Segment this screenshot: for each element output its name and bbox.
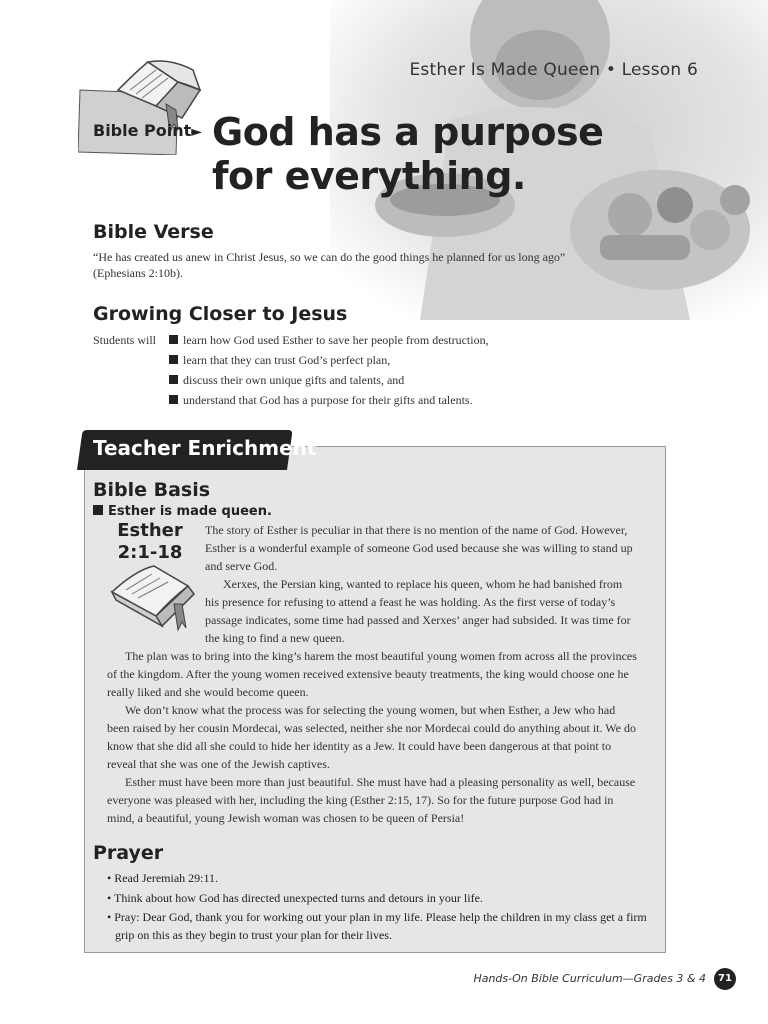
scripture-reference: Esther 2:1-18	[117, 520, 183, 563]
objective-item: learn how God used Esther to save her people from destruction,	[169, 330, 589, 350]
bible-verse-text: “He has created us anew in Christ Jesus, so we can do the good things he planned for us long ago” (Ephesians 2:10b).	[93, 250, 566, 280]
prayer-item: • Pray: Dear God, thank you for working out your plan in my life. Please help the children in my class get a firm grip on this as they begin to trust your plan for their lives.	[107, 910, 647, 942]
prayer-list	[107, 868, 647, 944]
objective-item: understand that God has a purpose for their gifts and talents.	[169, 390, 589, 410]
bible-verse-heading: Bible Verse	[93, 221, 214, 243]
open-bible-icon	[78, 60, 208, 155]
page-number: 71	[714, 968, 736, 990]
prayer-item: • Read Jeremiah 29:11.	[107, 871, 219, 885]
paragraph: The story of Esther is peculiar in that there is no mention of the name of God. However, Esther is a wonderful example of someone God used because she was willing to stand up and serve God.	[205, 523, 633, 573]
objective-item: discuss their own unique gifts and talents, and	[169, 370, 589, 390]
paragraph: The plan was to bring into the king’s harem the most beautiful young women from across all the provinces of the kingdom. After the young women received extensive beauty treatments, the king would choose one he really liked and she would become queen.	[107, 649, 637, 699]
bible-point-statement: God has a purpose for everything.	[212, 110, 604, 198]
prayer-heading: Prayer	[93, 842, 164, 864]
bible-basis-heading: Bible Basis	[93, 479, 211, 501]
bible-basis-text	[107, 521, 637, 827]
paragraph: Xerxes, the Persian king, wanted to replace his queen, whom he had banished from his presence for refusing to attend a feast he was holding. As the first verse of today’s passage indicates, some time had passed and Xerxes’ anger had subsided. It was time for the king to find a new queen.	[205, 577, 631, 645]
growing-closer-heading: Growing Closer to Jesus	[93, 303, 348, 325]
objective-item: learn that they can trust God’s perfect plan,	[169, 350, 589, 370]
paragraph: We don’t know what the process was for selecting the young women, but when Esther, a Jew who had been raised by her cousin Mordecai, was selected, neither she nor Mordecai could do anything about it. We do know that she did all she could to hide her identity as a Jew. It could have been dangerous at that point to reveal that she was one of the Jewish captives.	[107, 703, 636, 771]
teacher-enrichment-title: Teacher Enrichment	[93, 436, 317, 460]
prayer-item: • Think about how God has directed unexpected turns and detours in your life.	[107, 891, 483, 905]
paragraph: Esther must have been more than just beautiful. She must have had a pleasing personality as well, because everyone was pleased with her, including the king (Esther 2:15, 17). So for the future purpose God had in mind, a beautiful, young Jewish woman was chosen to be queen of Persia!	[107, 775, 636, 825]
footer-text: Hands-On Bible Curriculum—Grades 3 & 4	[473, 972, 706, 985]
bible-basis-subheading: Esther is made queen.	[93, 504, 272, 519]
lesson-header: Esther Is Made Queen • Lesson 6	[409, 60, 698, 80]
objectives-lead: Students will	[93, 333, 157, 347]
bible-point-label: Bible Point►	[93, 121, 203, 140]
